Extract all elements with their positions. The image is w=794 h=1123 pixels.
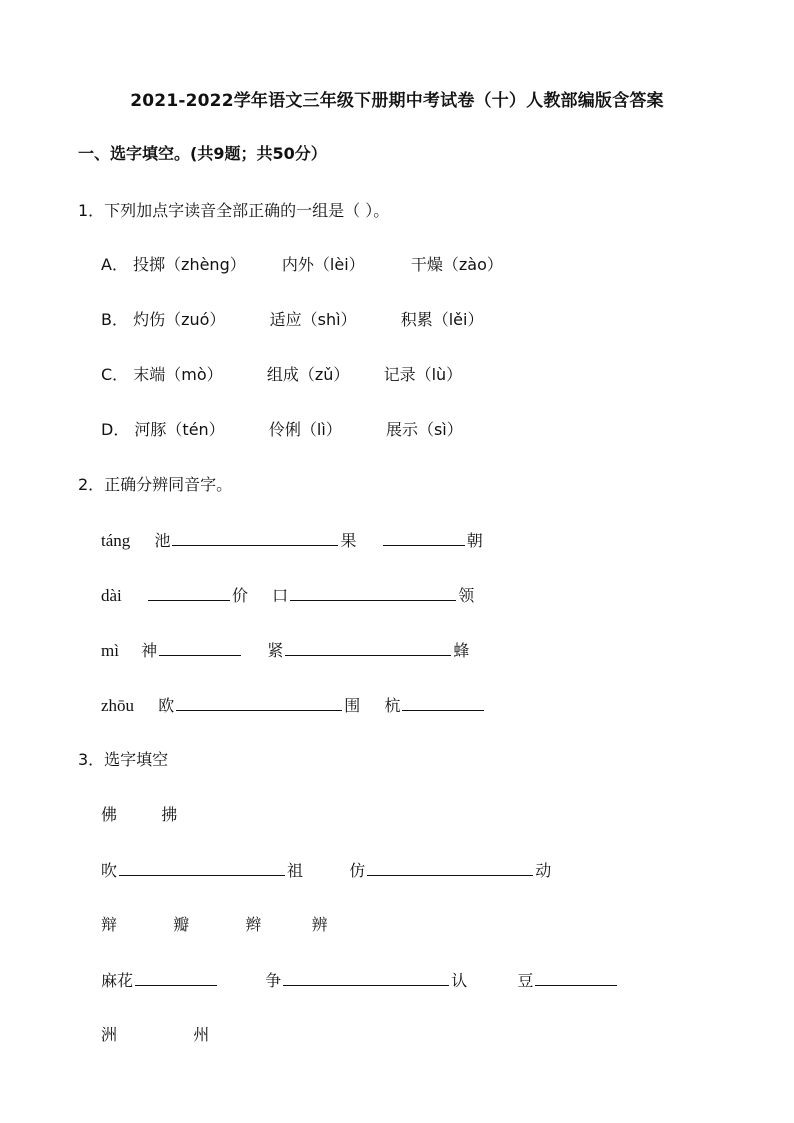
row-char: 蜂 [453,641,470,660]
option-letter: C． [101,365,129,384]
homophone-row [101,527,483,551]
option-item: 记录（lù） [383,365,463,384]
pinyin-label: dài [101,586,122,605]
row-char: 祖 [287,861,304,880]
row-char: 神 [141,641,158,660]
option-item: 灼伤（zuó） [133,310,226,329]
option-letter: D． [101,420,130,439]
option-item: 伶俐（lì） [268,420,342,439]
answer-blank[interactable] [290,582,456,601]
choice-char: 佛 [101,805,118,824]
pinyin-label: zhōu [101,696,135,715]
page-title: 2021-2022学年语文三年级下册期中考试卷（十）人教部编版含答案 [130,91,664,111]
row-char: 仿 [349,861,366,880]
answer-blank[interactable] [172,527,338,546]
pinyin-label: táng [101,531,131,550]
row-char: 围 [344,696,361,715]
option-item: 组成（zǔ） [266,365,350,384]
answer-blank[interactable] [383,527,465,546]
answer-blank[interactable] [535,967,617,986]
question-1-option-c [101,362,462,385]
row-char: 价 [231,586,248,605]
section-heading: 一、选字填空。(共9题；共50分） [78,144,327,163]
answer-blank[interactable] [176,692,342,711]
fill-row-2 [101,967,619,991]
option-item: 适应（shì） [269,310,357,329]
row-char: 朝 [466,531,483,550]
question-1-option-a [101,252,503,275]
answer-blank[interactable] [148,582,230,601]
option-letter: A． [101,255,128,274]
question-1-stem: 1．下列加点字读音全部正确的一组是（ ）。 [78,201,390,220]
row-char: 池 [154,531,171,550]
choice-char: 辩 [101,915,118,934]
answer-blank[interactable] [367,857,533,876]
homophone-row [101,582,474,606]
option-item: 积累（lěi） [400,310,484,329]
choice-char: 拂 [161,805,178,824]
choice-char: 辫 [245,915,262,934]
row-char: 欧 [158,696,175,715]
option-item: 河豚（tén） [134,420,225,439]
row-char: 杭 [384,696,401,715]
answer-blank[interactable] [159,637,241,656]
homophone-row [101,637,469,661]
row-char: 豆 [517,971,534,990]
answer-blank[interactable] [283,967,449,986]
fill-row-1 [101,857,551,881]
choice-char: 辨 [311,915,328,934]
row-char: 动 [535,861,552,880]
row-char: 领 [458,586,475,605]
row-char: 争 [265,971,282,990]
row-char: 紧 [267,641,284,660]
option-letter: B． [101,310,128,329]
choice-char: 洲 [101,1025,118,1044]
option-item: 展示（sì） [385,420,463,439]
question-2-stem: 2．正确分辨同音字。 [78,475,233,494]
option-item: 末端（mò） [133,365,223,384]
option-item: 内外（lèi） [281,255,365,274]
homophone-row [101,692,486,716]
answer-blank[interactable] [402,692,484,711]
row-char: 口 [272,586,289,605]
row-char: 吹 [101,861,118,880]
pinyin-label: mì [101,641,119,660]
answer-blank[interactable] [135,967,217,986]
char-choices-2 [101,912,328,935]
question-1-option-b [101,307,483,330]
row-char: 果 [340,531,357,550]
answer-blank[interactable] [285,637,451,656]
option-item: 投掷（zhèng） [133,255,246,274]
option-item: 干燥（zào） [410,255,503,274]
answer-blank[interactable] [119,857,285,876]
question-1-option-d [101,417,463,440]
choice-char: 州 [193,1025,210,1044]
char-choices-3 [101,1022,209,1045]
row-char: 麻花 [101,971,134,990]
question-3-stem: 3．选字填空 [78,750,169,769]
choice-char: 瓣 [173,915,190,934]
row-char: 认 [451,971,468,990]
char-choices-1 [101,802,177,825]
